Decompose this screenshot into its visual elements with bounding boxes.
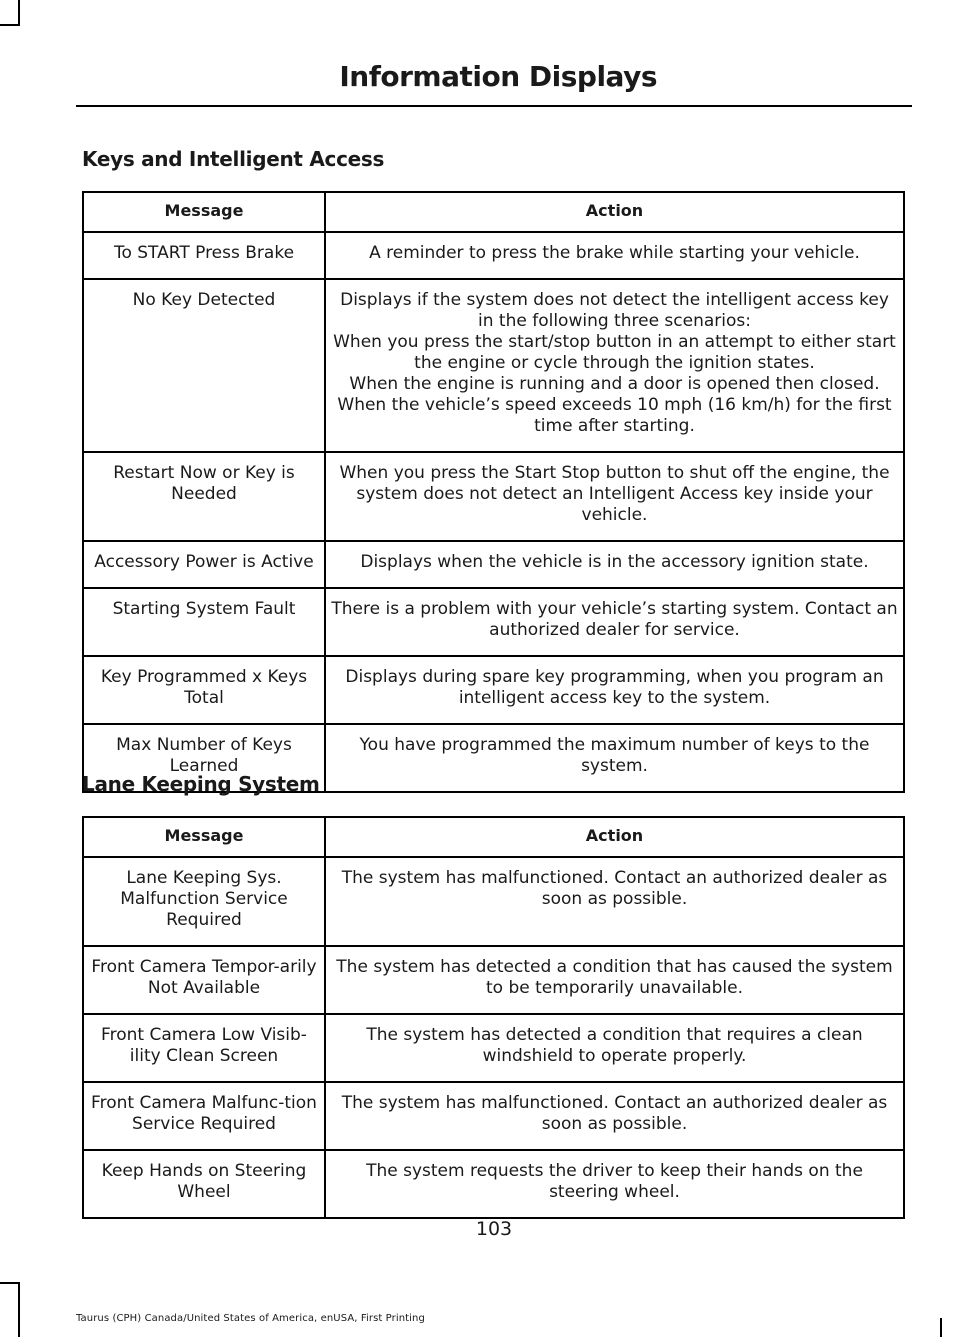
- message-cell: No Key Detected: [83, 279, 325, 452]
- message-cell: Keep Hands on Steering Wheel: [83, 1150, 325, 1218]
- message-cell: Accessory Power is Active: [83, 541, 325, 588]
- action-text: The system requests the driver to keep their hands on the steering wheel.: [366, 1161, 863, 1202]
- table-header-row: [83, 192, 904, 232]
- column-header-action: Action: [325, 192, 904, 232]
- table-row: [83, 452, 904, 541]
- section-heading-keys: Keys and Intelligent Access: [82, 147, 385, 171]
- table-row: [83, 656, 904, 724]
- section-heading-lane-keeping: Lane Keeping System: [82, 772, 320, 796]
- action-text: When you press the Start Stop button to shut off the engine, the system does not detect an Intelligent Access key inside your vehicle.: [339, 463, 890, 525]
- action-text: Displays if the system does not detect the intelligent access key in the following three scenarios:: [340, 290, 889, 331]
- action-text: When the engine is running and a door is opened then closed.: [349, 374, 880, 394]
- message-cell: Max Number of Keys Learned: [83, 724, 325, 792]
- action-text: There is a problem with your vehicle’s starting system. Contact an authorized dealer for service.: [331, 599, 898, 640]
- action-cell: [325, 232, 904, 279]
- action-cell: [325, 1014, 904, 1082]
- message-cell: Front Camera Malfunc-tion Service Required: [83, 1082, 325, 1150]
- table-row: [83, 541, 904, 588]
- message-cell: To START Press Brake: [83, 232, 325, 279]
- lane-keeping-message-table: [82, 816, 905, 1219]
- keys-message-table: [82, 191, 905, 793]
- action-text: You have programmed the maximum number of keys to the system.: [359, 735, 870, 776]
- crop-mark-top-left-h: [0, 24, 20, 26]
- page-number: 103: [475, 1218, 513, 1240]
- action-text: The system has malfunctioned. Contact an authorized dealer as soon as possible.: [341, 868, 888, 909]
- action-cell: [325, 1082, 904, 1150]
- action-text: When you press the start/stop button in an attempt to either start the engine or cycle through the ignition states.: [333, 332, 896, 373]
- message-cell: Restart Now or Key is Needed: [83, 452, 325, 541]
- table-row: [83, 232, 904, 279]
- crop-mark-bottom-left-v: [18, 1282, 20, 1337]
- message-cell: Starting System Fault: [83, 588, 325, 656]
- column-header-action: Action: [325, 817, 904, 857]
- action-cell: [325, 588, 904, 656]
- column-header-message: Message: [83, 192, 325, 232]
- table-row: [83, 279, 904, 452]
- table-row: [83, 1082, 904, 1150]
- action-text: Displays when the vehicle is in the accessory ignition state.: [360, 552, 869, 572]
- action-cell: [325, 541, 904, 588]
- table-header-row: [83, 817, 904, 857]
- action-cell: [325, 1150, 904, 1218]
- message-cell: Key Programmed x Keys Total: [83, 656, 325, 724]
- page-title: Information Displays: [339, 60, 657, 93]
- action-text: The system has detected a condition that has caused the system to be temporarily unavailable.: [336, 957, 893, 998]
- table-row: [83, 1014, 904, 1082]
- message-cell: Front Camera Tempor-arily Not Available: [83, 946, 325, 1014]
- title-rule: [76, 105, 912, 107]
- message-cell: Front Camera Low Visib-ility Clean Screen: [83, 1014, 325, 1082]
- action-cell: [325, 279, 904, 452]
- message-cell: Lane Keeping Sys. Malfunction Service Required: [83, 857, 325, 946]
- action-cell: [325, 656, 904, 724]
- crop-mark-bottom-left-h: [0, 1282, 20, 1284]
- table-row: [83, 1150, 904, 1218]
- action-cell: [325, 724, 904, 792]
- action-cell: [325, 857, 904, 946]
- action-text: Displays during spare key programming, when you program an intelligent access key to the system.: [345, 667, 884, 708]
- action-text: A reminder to press the brake while starting your vehicle.: [369, 243, 860, 263]
- action-text: The system has detected a condition that requires a clean windshield to operate properly.: [366, 1025, 863, 1066]
- crop-mark-bottom-right-v: [940, 1318, 942, 1337]
- action-cell: [325, 946, 904, 1014]
- crop-mark-top-left-v: [18, 0, 20, 24]
- table-row: [83, 588, 904, 656]
- column-header-message: Message: [83, 817, 325, 857]
- table-row: [83, 857, 904, 946]
- action-cell: [325, 452, 904, 541]
- action-text: The system has malfunctioned. Contact an authorized dealer as soon as possible.: [341, 1093, 888, 1134]
- footer-text: Taurus (CPH) Canada/United States of America, enUSA, First Printing: [76, 1313, 425, 1324]
- action-text: When the vehicle’s speed exceeds 10 mph (16 km/h) for the first time after starting.: [337, 395, 892, 436]
- table-row: [83, 946, 904, 1014]
